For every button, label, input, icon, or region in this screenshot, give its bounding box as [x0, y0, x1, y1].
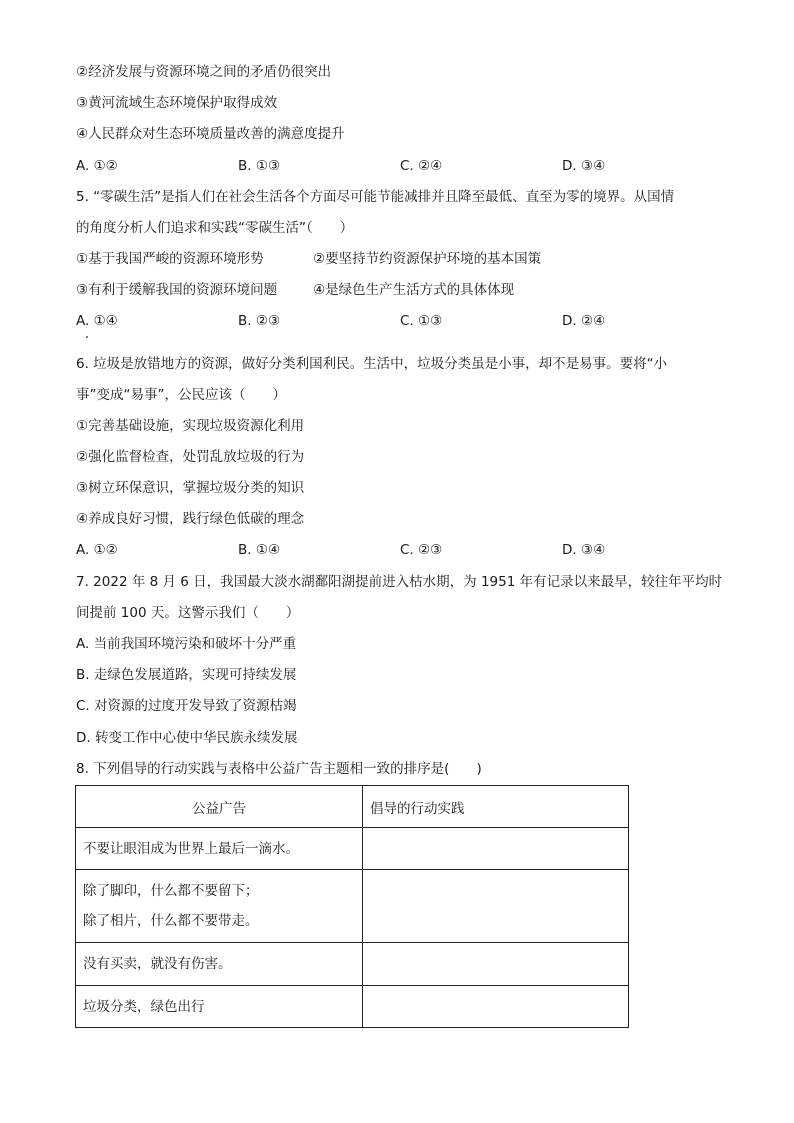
q6-statement-2: ②强化监督检查，处罚乱放垃圾的行为 [76, 449, 305, 465]
ad-slogan-line: 不要让眼泪成为世界上最后一滴水。 [83, 840, 299, 857]
table-row [76, 986, 629, 1028]
q5-statement-3: ③有利于缓解我国的资源环境问题 [76, 282, 278, 298]
action-cell [363, 943, 629, 986]
q7-choice-a: A. 当前我国环境污染和破坏十分严重 [76, 636, 297, 652]
q5-statement-1: ①基于我国严峻的资源环境形势 [76, 251, 264, 267]
stray-dot [86, 336, 88, 338]
action-cell [363, 828, 629, 870]
action-cell [363, 986, 629, 1028]
q5-option-a: A. ①④ [76, 313, 118, 329]
q4-option-c: C. ②④ [400, 158, 443, 174]
q5-option-c: C. ①③ [400, 313, 443, 329]
q4-statement-3: ③黄河流域生态环境保护取得成效 [76, 95, 278, 111]
q7-choice-b: B. 走绿色发展道路，实现可持续发展 [76, 667, 297, 683]
q4-option-a: A. ①② [76, 158, 118, 174]
q7-stem-line2: 间提前 100 天。这警示我们（ ） [76, 605, 300, 621]
q6-option-c: C. ②③ [400, 542, 443, 558]
ad-slogan-cell [76, 986, 363, 1028]
q7-choice-c: C. 对资源的过度开发导致了资源枯竭 [76, 698, 297, 714]
q4-option-d: D. ③④ [562, 158, 606, 174]
table-row [76, 943, 629, 986]
ad-slogan-line: 没有买卖，就没有伤害。 [83, 956, 232, 972]
ad-slogan-cell [76, 828, 363, 870]
q4-option-b: B. ①③ [238, 158, 281, 174]
q6-statement-3: ③树立环保意识，掌握垃圾分类的知识 [76, 480, 305, 496]
q5-stem-line2: 的角度分析人们追求和实践“零碳生活”（ ） [76, 220, 354, 236]
table-header-row [76, 786, 629, 828]
ad-slogan-cell [76, 943, 363, 986]
public-ad-table [75, 785, 629, 1028]
ad-slogan-cell [76, 870, 363, 943]
q8-stem: 8. 下列倡导的行动实践与表格中公益广告主题相一致的排序是( ) [76, 761, 482, 777]
col-header-ad: 公益广告 [76, 786, 363, 828]
action-cell [363, 870, 629, 943]
col-header-action: 倡导的行动实践 [363, 786, 629, 828]
q6-option-a: A. ①② [76, 542, 118, 558]
ad-slogan-line: 除了脚印，什么都不要留下； [83, 883, 259, 899]
ad-slogan-line: 除了相片，什么都不要带走。 [83, 913, 259, 929]
q7-stem-line1: 7. 2022 年 8 月 6 日，我国最大淡水湖鄱阳湖提前进入枯水期，为 1951 年有记录以来最早，较往年平均时 [76, 574, 723, 590]
q5-option-b: B. ②③ [238, 313, 281, 329]
q4-statement-4: ④人民群众对生态环境质量改善的满意度提升 [76, 126, 345, 142]
ad-slogan-line: 垃圾分类，绿色出行 [83, 998, 205, 1015]
q6-stem-line1: 6. 垃圾是放错地方的资源，做好分类利国利民。生活中，垃圾分类虽是小事，却不是易事。要将“小 [76, 356, 668, 372]
q5-stem-line1: 5. “零碳生活”是指人们在社会生活各个方面尽可能节能减排并且降至最低、直至为零的境界。从国情 [76, 189, 675, 205]
q5-statement-2: ②要坚持节约资源保护环境的基本国策 [313, 251, 542, 267]
q5-option-d: D. ②④ [562, 313, 606, 329]
q6-stem-line2: 事”变成“易事”，公民应该（ ） [76, 387, 286, 403]
q6-statement-4: ④养成良好习惯，践行绿色低碳的理念 [76, 511, 305, 527]
table-row [76, 828, 629, 870]
q6-option-d: D. ③④ [562, 542, 606, 558]
q6-option-b: B. ①④ [238, 542, 281, 558]
q6-statement-1: ①完善基础设施，实现垃圾资源化利用 [76, 418, 305, 434]
q4-statement-2: ②经济发展与资源环境之间的矛盾仍很突出 [76, 64, 332, 80]
q5-statement-4: ④是绿色生产生活方式的具体体现 [313, 282, 515, 298]
table-row [76, 870, 629, 943]
q7-choice-d: D. 转变工作中心使中华民族永续发展 [76, 730, 298, 746]
